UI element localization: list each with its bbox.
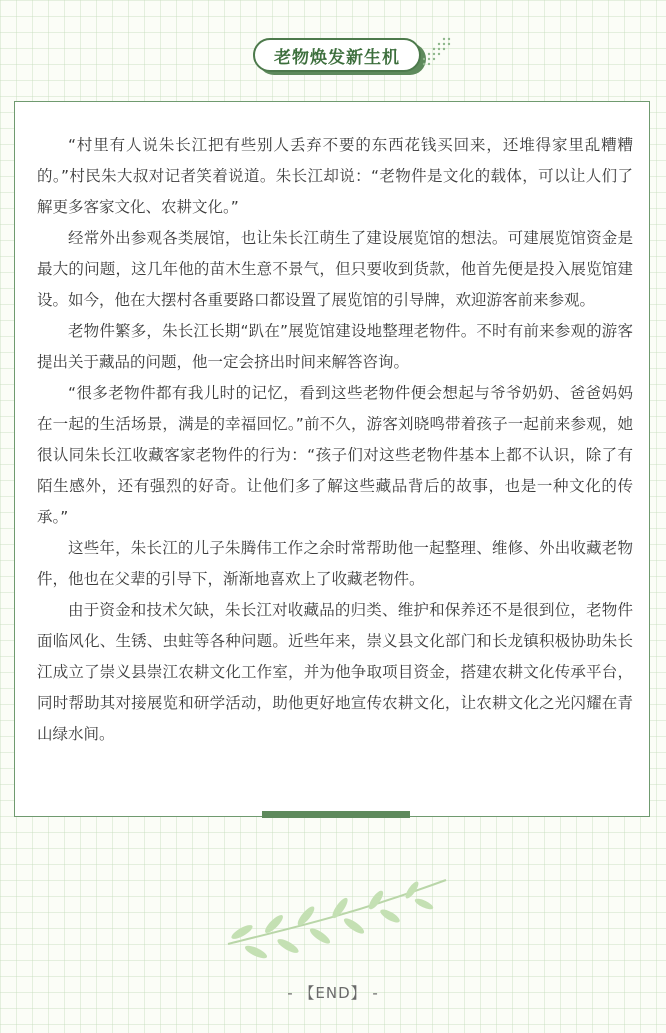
article-paragraph: 这些年，朱长江的儿子朱腾伟工作之余时常帮助他一起整理、维修、外出收藏老物件，他也在父辈的引导下，渐渐地喜欢上了收藏老物件。: [37, 539, 633, 588]
article-paragraph: 经常外出参观各类展馆，也让朱长江萌生了建设展览馆的想法。可建展览馆资金是最大的问题，这几年他的苗木生意不景气，但只要收到货款，他首先便是投入展览馆建设。如今，他在大摆村各重要路口都设置了展览馆的引导牌，欢迎游客前来参观。: [37, 229, 633, 309]
dots-icon: [420, 36, 452, 70]
article-box: [14, 101, 650, 817]
article-paragraph: 老物件繁多，朱长江长期“趴在”展览馆建设地整理老物件。不时有前来参观的游客提出关于藏品的问题，他一定会挤出时间来解答咨询。: [37, 322, 633, 371]
article-paragraph: “村里有人说朱长江把有些别人丢弃不要的东西花钱买回来，还堆得家里乱糟糟的。”村民朱大叔对记者笑着说道。朱长江却说：“老物件是文化的载体，可以让人们了解更多客家文化、农耕文化。”: [37, 136, 633, 216]
article-paragraph: 由于资金和技术欠缺，朱长江对收藏品的归类、维护和保养还不是很到位，老物件面临风化、生锈、虫蛀等各种问题。近些年来，崇义县文化部门和长龙镇积极协助朱长江成立了崇义县崇江农耕文化工作室，并为他争取项目资金，搭建农耕文化传承平台，同时帮助其对接展览和研学活动，助他更好地宣传农耕文化，让农耕文化之光闪耀在青山绿水间。: [37, 601, 633, 743]
article-paragraph: “很多老物件都有我儿时的记忆，看到这些老物件便会想起与爷爷奶奶、爸爸妈妈在一起的生活场景，满是的幸福回忆。”前不久，游客刘晓鸣带着孩子一起前来参观，她很认同朱长江收藏客家老物件的行为：“孩子们对这些老物件基本上都不认识，除了有陌生感外，还有强烈的好奇。让他们多了解这些藏品背后的故事，也是一种文化的传承。”: [37, 384, 633, 526]
article-bottom-bar: [262, 811, 410, 818]
title-badge: [253, 38, 425, 76]
page-title: 老物焕发新生机: [253, 38, 421, 72]
end-marker: - 【END】 -: [287, 984, 379, 1002]
leaf-branch-icon: [222, 874, 452, 966]
